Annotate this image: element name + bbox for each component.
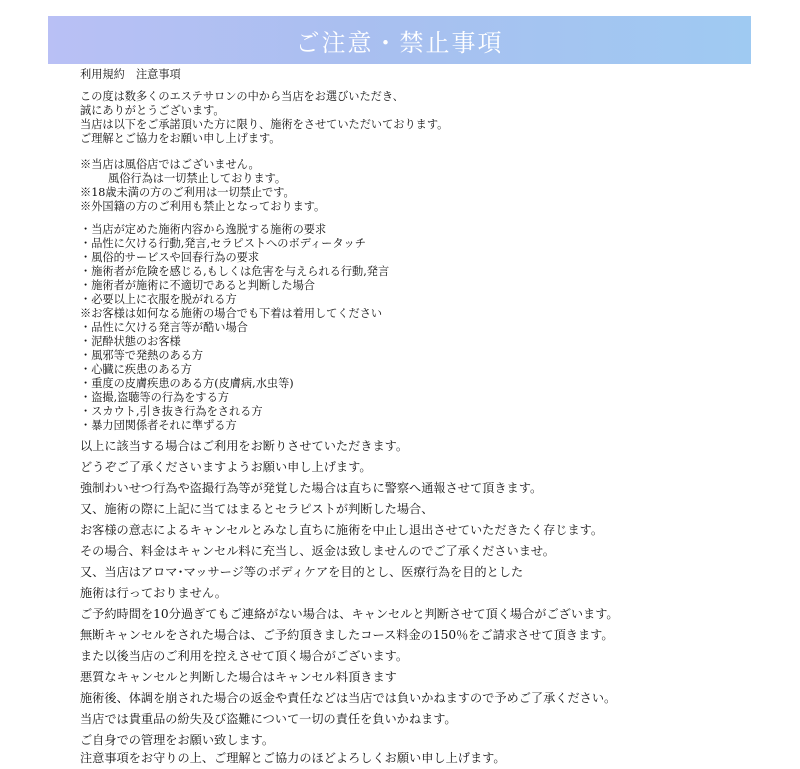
intro-line: この度は数多くのエステサロンの中から当店をお選びいただき、 (80, 90, 404, 103)
terms-heading: 利用規約 注意事項 (80, 68, 181, 81)
prohibited-item: ・スカウト,引き抜き行為をされる方 (80, 405, 263, 418)
intro-line: ご理解とご協力をお願い申し上げます。 (80, 132, 281, 145)
policy-line: お客様の意志によるキャンセルとみなし直ちに施術を中止し退出させていただきたく存じます。 (80, 523, 604, 537)
notice-line: 風俗行為は一切禁止しております。 (108, 172, 287, 185)
policy-line: また以後当店のご利用を控えさせて頂く場合がございます。 (80, 649, 409, 663)
policy-line: 又、施術の際に上記に当てはまるとセラピストが判断した場合、 (80, 502, 434, 516)
prohibited-item: ・泥酔状態のお客様 (80, 335, 181, 348)
notice-line: ※当店は風俗店ではございません。 (80, 158, 260, 171)
prohibited-item: ・品性に欠ける発言等が酷い場合 (80, 321, 248, 334)
notice-line: ※外国籍の方のご利用も禁止となっております。 (80, 200, 326, 213)
prohibited-item: ・品性に欠ける行動,発言,セラピストへのボディータッチ (80, 237, 366, 250)
policy-line: 無断キャンセルをされた場合は、ご予約頂きましたコース料金の150％をご請求させて頂きます。 (80, 628, 614, 642)
page-title: ご注意・禁止事項 (295, 28, 504, 57)
prohibited-item: ・当店が定めた施術内容から逸脱する施術の要求 (80, 223, 327, 236)
prohibited-item: ・盗撮,盗聴等の行為をする方 (80, 391, 229, 404)
closing-line: 注意事項をお守りの上、ご理解とご協力のほどよろしくお願い申し上げます。 (80, 751, 506, 765)
intro-line: 当店は以下をご承諾頂いた方に限り、施術をさせていただいております。 (80, 118, 449, 131)
policy-line: その場合、料金はキャンセル料に充当し、返金は致しませんのでご了承くださいませ。 (80, 544, 555, 558)
policy-line: 施術は行っておりません。 (80, 586, 227, 600)
policy-line: 強制わいせつ行為や盗撮行為等が発覚した場合は直ちに警察へ通報させて頂きます。 (80, 481, 543, 495)
intro-line: 誠にありがとうございます。 (80, 104, 225, 117)
prohibited-item: ・風邪等で発熱のある方 (80, 349, 204, 362)
prohibited-item: ・暴力団関係者それに準ずる方 (80, 419, 237, 432)
policy-line: 当店では貴重品の紛失及び盗難について一切の責任を負いかねます。 (80, 712, 457, 726)
prohibited-item: ・心臓に疾患のある方 (80, 363, 192, 376)
title-banner (48, 16, 751, 64)
policy-line: ご自身での管理をお願い致します。 (80, 733, 275, 747)
prohibited-item: ・重度の皮膚疾患のある方(皮膚病,水虫等) (80, 377, 294, 390)
policy-line: ご予約時間を10分過ぎてもご連絡がない場合は、キャンセルと判断させて頂く場合がございます。 (80, 607, 619, 621)
prohibited-item: ・施術者が危険を感じる,もしくは危害を与えられる行動,発言 (80, 265, 390, 278)
prohibited-item: ・必要以上に衣服を脱がれる方 (80, 293, 237, 306)
policy-line: 悪質なキャンセルと判断した場合はキャンセル料頂きます (80, 670, 397, 684)
policy-line: 又、当店はアロマ･マッサージ等のボディケアを目的とし、医療行為を目的とした (80, 565, 524, 579)
notice-line: ※18歳未満の方のご利用は一切禁止です。 (80, 186, 295, 199)
prohibited-item: ・風俗的サービスや回春行為の要求 (80, 251, 260, 264)
policy-line: 以上に該当する場合はご利用をお断りさせていただきます。 (80, 439, 409, 453)
policy-line: どうぞご了承くださいますようお願い申し上げます。 (80, 460, 372, 474)
prohibited-item: ※お客様は如何なる施術の場合でも下着は着用してください (80, 307, 383, 320)
prohibited-item: ・施術者が施術に不適切であると判断した場合 (80, 279, 315, 292)
policy-line: 施術後、体調を崩された場合の返金や責任などは当店では負いかねますので予めご了承ください。 (80, 691, 617, 705)
